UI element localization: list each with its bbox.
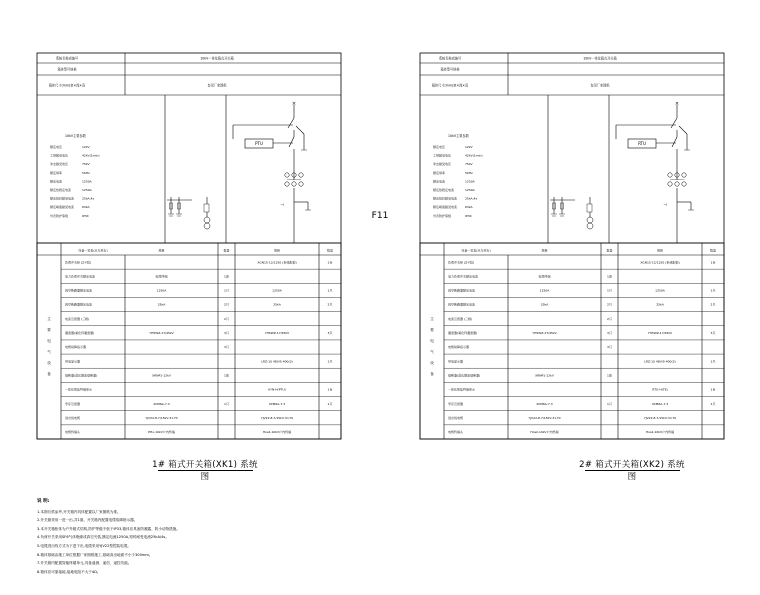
- spec-key: 额定峰值耐受电流: [433, 205, 458, 210]
- row-spec2: Hos2-10kV户内终端: [262, 430, 292, 435]
- row-spec2: XCM6A-7.3: [651, 401, 669, 406]
- row-spec: 1250A: [539, 288, 550, 293]
- section-label-char: 电: [430, 339, 434, 343]
- spec-key: 额定电流: [433, 179, 446, 184]
- spec-value: IP3X: [82, 213, 89, 218]
- table-header-spec2: 规格: [656, 248, 664, 253]
- row-qty2: 3只: [710, 331, 716, 336]
- isolator-mark: ×: [674, 101, 680, 107]
- row-spec2: Hos2-10kV户内终端: [645, 430, 675, 435]
- spec-value: 1250A: [82, 179, 92, 184]
- spec-value: 75kV: [465, 162, 473, 167]
- spec-value: 25kA,4s: [82, 196, 95, 201]
- row-spec: 电缆终端: [538, 274, 551, 279]
- row-qty: 2只: [607, 302, 612, 307]
- row-spec: Hos2-10kV户内终端: [530, 430, 559, 435]
- row-qty: 3只: [224, 331, 229, 336]
- spec-key: 工频耐受电压: [433, 153, 452, 158]
- row-spec2: XGN15-12/1250 (柜体配套): [640, 260, 680, 265]
- table-header-qty: 数量: [223, 248, 230, 253]
- row-spec2: 25kA: [656, 302, 664, 307]
- notes-block: [37, 498, 457, 576]
- spec-value: IP3X: [465, 213, 472, 218]
- row-spec: 25kA: [540, 302, 549, 307]
- cable-head-symbol: ⊣: [280, 202, 284, 207]
- note-line: 8.箱体应可靠接地,接地电阻不大于4Ω。: [37, 569, 101, 574]
- spec-key: 额定电压: [433, 145, 446, 149]
- table-header-spec2: 规格: [273, 248, 281, 253]
- spec-key: 冲击耐受电压: [50, 162, 69, 167]
- caption-xk1: 1# 箱式开关箱(XK1) 系统图: [152, 460, 258, 482]
- row-spec: XCM6A-7.3: [153, 401, 170, 406]
- row-spec2: 1250A: [655, 288, 665, 293]
- row-spec2: LRZ-10 48V/S-400(3): [261, 359, 293, 364]
- row-spec2: YH5WZ-17/45kV: [647, 331, 673, 336]
- row-name: 真空断路器额定电流: [448, 302, 476, 307]
- row-name: 真空断路器额定电流: [65, 302, 93, 307]
- spec-key: 额定频率: [50, 170, 63, 175]
- row-spec2: 25kA: [273, 302, 281, 307]
- row-qty2: 3只: [327, 331, 333, 336]
- spec-key: 冲击耐受电压: [433, 162, 452, 167]
- spec-value: 50Hz: [465, 170, 473, 175]
- row-spec: PHo-10kV户内终端: [148, 430, 175, 435]
- panel-frame: [420, 53, 724, 439]
- row-qty: 1只: [607, 401, 612, 406]
- row-qty: 1套: [224, 274, 229, 279]
- row-name: 带电显示器: [65, 359, 81, 364]
- row-spec: YH5WZ-17/45kV: [532, 331, 557, 336]
- row-qty: 3只: [224, 345, 229, 350]
- cable-head-symbol: ⊣: [663, 202, 667, 207]
- row-name: 电流互感器 (三相): [65, 316, 90, 321]
- row-qty2: 1只: [327, 401, 333, 406]
- spec-key: 额定短时耐受电流: [50, 196, 75, 201]
- note-line: 5.电缆进出线方式为下进下出,电缆采用YJV22型铠装电缆。: [37, 543, 131, 548]
- panel-xk1: [37, 53, 341, 439]
- current-transformer-symbol: [299, 173, 303, 177]
- row-name: 避雷器(氧化锌避雷器): [448, 331, 478, 336]
- row-spec2: KYN-H(PTU): [268, 387, 286, 392]
- row-qty2: 1只: [710, 359, 716, 364]
- row-qty: 1只: [224, 401, 229, 406]
- transformer-coil-lower: [587, 223, 593, 229]
- row-qty: 2只: [224, 302, 229, 307]
- current-transformer-symbol: [675, 182, 679, 186]
- note-line: 1.本图仅供参考,开关箱内具体配置以厂家图纸为准。: [37, 509, 121, 514]
- spec-value: 42kV(1min): [465, 153, 483, 158]
- row-spec2: YJV22-8.7/15kV-3×70: [260, 415, 294, 420]
- table-header-qty2: 数量: [709, 248, 717, 253]
- note-line: 3.本开关箱柜体为户外箱式结构,防护等级不低于IP33,箱体应具备防凝露、防小动物措施。: [37, 526, 180, 531]
- header-label: 箱体型号规格: [440, 67, 460, 72]
- current-transformer-symbol: [682, 173, 686, 177]
- fuse-symbol: [587, 204, 592, 212]
- spec-key: 额定电流: [50, 179, 63, 184]
- row-spec: XRNP1-12kV: [535, 373, 554, 378]
- fuse-symbol: [204, 204, 209, 212]
- row-name: 零序互感器: [448, 401, 464, 406]
- section-label-char: 设: [47, 361, 51, 365]
- specs-title: 10kV主要参数: [448, 134, 469, 138]
- row-spec2: XCM6A-7.3: [268, 401, 286, 406]
- spec-key: 额定短时耐受电流: [433, 196, 458, 201]
- row-name: 避雷器(氧化锌避雷器): [65, 331, 95, 336]
- section-label-char: 设: [430, 361, 434, 365]
- spec-value: 63kA: [465, 205, 473, 210]
- row-qty2: 1只: [710, 401, 716, 406]
- spec-value: 42kV(1min): [82, 153, 100, 158]
- row-name: 进出线电缆: [65, 415, 81, 420]
- current-transformer-symbol: [292, 182, 296, 186]
- spec-value: 1250A: [82, 188, 92, 192]
- spec-key: 额定峰值耐受电流: [50, 205, 75, 210]
- row-qty2: 1台: [710, 387, 716, 392]
- row-name: 电缆故障指示器: [448, 345, 470, 350]
- table-header-name: 设备一览表(从左至右): [78, 248, 108, 253]
- header-label: 箱体尺寸(mm)宽×深×高: [48, 83, 86, 88]
- spec-value: 12kV: [465, 145, 473, 149]
- load-switch-blade: [288, 118, 294, 128]
- row-name: 一体化智能终端单元: [448, 387, 476, 392]
- row-qty2: 2只: [327, 302, 333, 307]
- section-label-char: 电: [47, 339, 51, 343]
- table-frame: [37, 243, 341, 439]
- row-qty: 2只: [224, 316, 229, 321]
- table-header-qty: 数量: [606, 248, 613, 253]
- row-qty2: 1只: [710, 288, 716, 293]
- row-name: 负荷开关柜 (Z-F段): [65, 260, 92, 265]
- caption-underline-xk2: [585, 470, 680, 471]
- section-label-char: 备: [430, 372, 434, 376]
- spec-key: 额定频率: [433, 170, 446, 175]
- spec-value: 63kA: [82, 205, 90, 210]
- center-label: F11: [371, 211, 389, 221]
- row-qty2: 2只: [710, 302, 716, 307]
- section-label-char: 要: [47, 328, 51, 332]
- load-switch-blade: [671, 118, 677, 128]
- row-qty: 3只: [607, 345, 612, 350]
- row-name: 真空断路器额定电流: [448, 288, 476, 293]
- row-name: 电缆终端头: [65, 430, 81, 435]
- row-spec2: RTU-H(TE): [652, 387, 668, 392]
- note-line: 2.开关箱采用一进一出,共1面。开关箱内配置电缆故障指示器。: [37, 518, 138, 523]
- row-spec: 电缆终端: [155, 274, 168, 279]
- breaker-blade: [672, 137, 677, 147]
- section-label-char: 备: [47, 372, 51, 376]
- section-label-char: 气: [47, 350, 51, 354]
- spec-value: 12kV: [82, 145, 90, 149]
- row-spec: 1250A: [156, 288, 167, 293]
- panel-xk2: [420, 53, 724, 439]
- current-transformer-symbol: [285, 173, 289, 177]
- caption-xk2: 2# 箱式开关箱(XK2) 系统图: [579, 460, 685, 482]
- notes-title: 说 明:: [37, 499, 50, 504]
- equipment-label: PTU: [255, 141, 263, 147]
- spec-value: 50Hz: [82, 170, 90, 175]
- row-spec: XCM6A-7.3: [536, 401, 553, 406]
- row-qty2: 1只: [327, 288, 333, 293]
- row-name: 负荷开关柜 (Z-F段): [448, 260, 475, 265]
- header-label: 箱体型号规格: [57, 67, 77, 72]
- row-name: 电力负荷开关额定电流: [65, 274, 96, 279]
- row-qty: 3只: [607, 331, 612, 336]
- row-name: 带电显示器: [448, 359, 464, 364]
- row-spec2: XGN15-12/1250 (柜体配套): [257, 260, 297, 265]
- header-value: 参见厂家图纸: [590, 83, 610, 88]
- row-name: 电缆终端头: [448, 430, 464, 435]
- spec-key: 额定热稳定电流: [433, 188, 455, 192]
- row-qty: 1套: [607, 274, 612, 279]
- row-name: 进出线电缆: [448, 415, 464, 420]
- spec-value: 1250A: [465, 179, 475, 184]
- section-label-char: 气: [430, 350, 434, 354]
- spec-key: 外壳防护等级: [50, 213, 69, 218]
- row-spec: YJV22-8.7/15kV-3×70: [145, 415, 178, 420]
- row-qty: 1只: [224, 288, 229, 293]
- spec-key: 外壳防护等级: [433, 213, 452, 218]
- table-frame: [420, 243, 724, 439]
- table-header-name: 设备一览表(从左至右): [461, 248, 491, 253]
- row-name: 电缆故障指示器: [65, 345, 87, 350]
- row-qty2: 1只: [327, 359, 333, 364]
- row-name: 电力负荷开关额定电流: [448, 274, 479, 279]
- table-header-spec: 规格: [158, 248, 165, 253]
- header-label: 系统名称或编号: [55, 56, 79, 61]
- row-name: 真空断路器额定电流: [65, 288, 93, 293]
- row-spec: YJV22-8.7/15kV-3×70: [528, 415, 561, 420]
- spec-value: 1250A: [465, 188, 475, 192]
- header-value: 10kV一体化箱式开关箱: [583, 56, 617, 61]
- note-line: 4.负荷开关采用SF6气体绝缘或真空灭弧,额定电流1250A,短时耐受电流25kA/4s。: [37, 535, 169, 540]
- row-spec2: YH5WZ-17/45kV: [264, 331, 290, 336]
- transformer-coil-upper: [204, 217, 210, 223]
- section-label-char: 要: [430, 328, 434, 332]
- current-transformer-symbol: [285, 182, 289, 186]
- row-qty2: 1台: [327, 260, 333, 265]
- transformer-coil-upper: [587, 217, 593, 223]
- header-value: 参见厂家图纸: [207, 83, 227, 88]
- row-name: 熔断器(高压限流熔断器): [65, 373, 98, 378]
- breaker-blade: [289, 137, 294, 147]
- row-qty2: 1台: [710, 260, 716, 265]
- header-value: 10kV一体化箱式开关箱: [200, 56, 234, 61]
- row-name: 一体化智能终端单元: [65, 387, 93, 392]
- current-transformer-symbol: [299, 182, 303, 186]
- row-spec: XRNP1-12kV: [152, 373, 171, 378]
- current-transformer-symbol: [668, 182, 672, 186]
- table-header-qty2: 数量: [326, 248, 334, 253]
- note-line: 7.开关箱内配置智能终端单元,具备遥测、遥信、遥控功能。: [37, 561, 132, 566]
- row-spec: YH5WZ-17/45kV: [149, 331, 174, 336]
- section-label-char: 主: [430, 317, 434, 321]
- row-spec2: 1250A: [272, 288, 282, 293]
- row-qty: 1套: [224, 373, 229, 378]
- isolator-mark: ×: [291, 101, 297, 107]
- spec-value: 25kA,4s: [465, 196, 478, 201]
- row-spec: 25kA: [157, 302, 166, 307]
- spec-key: 额定热稳定电流: [50, 188, 72, 192]
- spec-value: 75kV: [82, 162, 90, 167]
- caption-underline-xk1: [158, 470, 253, 471]
- table-header-spec: 规格: [541, 248, 548, 253]
- current-transformer-symbol: [682, 182, 686, 186]
- header-label: 箱体尺寸(mm)宽×深×高: [431, 83, 469, 88]
- row-name: 熔断器(高压限流熔断器): [448, 373, 481, 378]
- earth-switch-blade: [679, 126, 687, 134]
- panel-frame: [37, 53, 341, 439]
- row-name: 零序互感器: [65, 401, 81, 406]
- row-spec2: YJV22-8.7/15kV-3×70: [643, 415, 677, 420]
- equipment-label: RTU: [638, 141, 646, 147]
- row-qty: 1只: [607, 288, 612, 293]
- spec-key: 额定电压: [50, 145, 63, 149]
- current-transformer-symbol: [668, 173, 672, 177]
- transformer-coil-lower: [204, 223, 210, 229]
- specs-title: 10kV主要参数: [65, 134, 86, 138]
- row-qty: 1套: [607, 373, 612, 378]
- earth-switch-blade: [296, 126, 304, 134]
- section-label-char: 主: [47, 317, 51, 321]
- row-spec2: LRZ-10 48V/S-400(3): [644, 359, 676, 364]
- header-label: 系统名称或编号: [438, 56, 462, 61]
- row-qty2: 1台: [327, 387, 333, 392]
- spec-key: 工频耐受电压: [50, 153, 69, 158]
- row-name: 电流互感器 (三相): [448, 316, 473, 321]
- row-qty: 2只: [607, 316, 612, 321]
- note-line: 6.箱体基础由施工单位根据厂家图纸施工,基础高出地面不小于300mm。: [37, 552, 153, 557]
